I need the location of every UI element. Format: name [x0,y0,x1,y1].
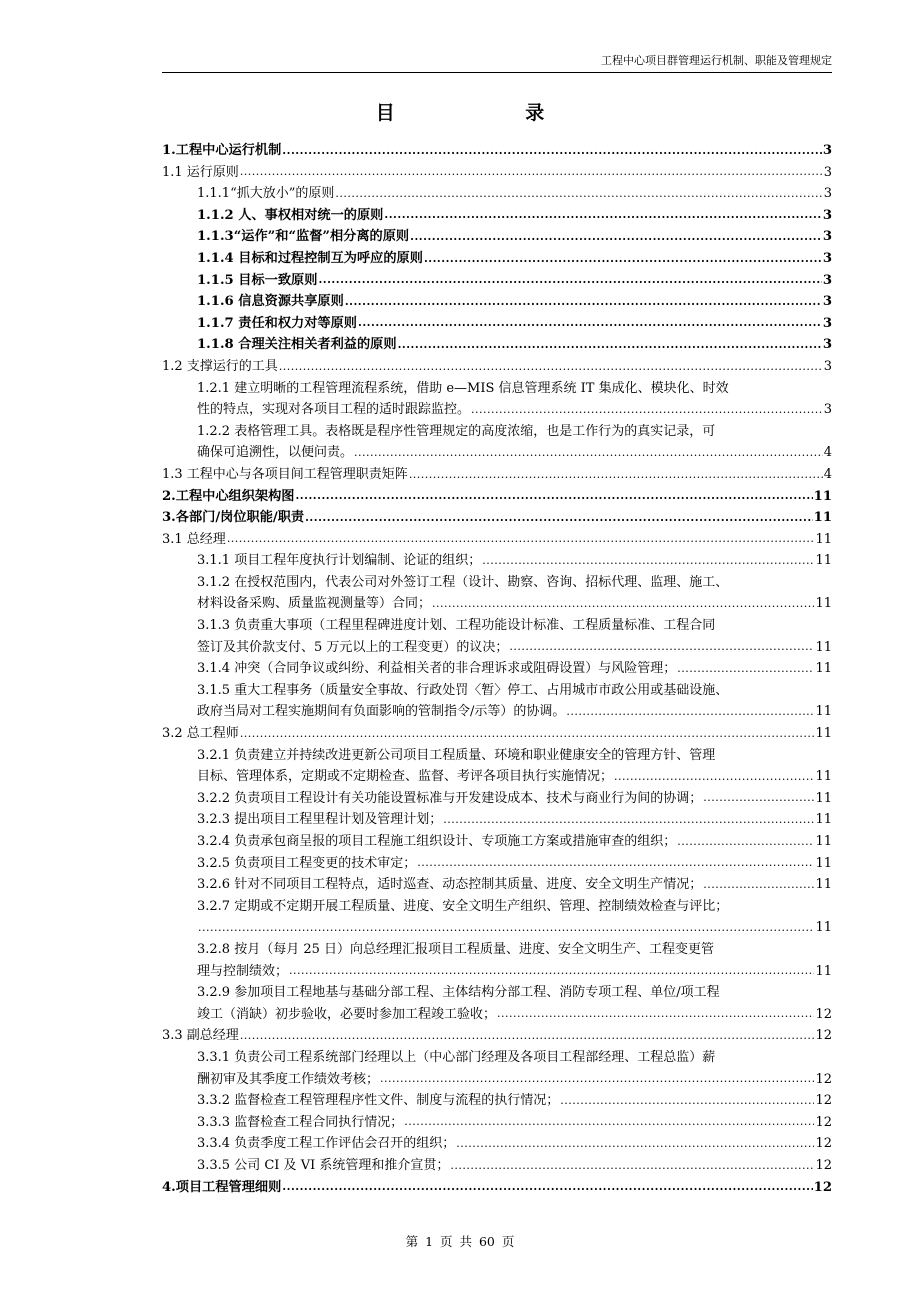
toc-entry-text: 3.2.6 针对不同项目工程特点，适时巡查、动态控制其质量、进度、安全文明生产情况； [197,874,702,896]
toc-entry[interactable] [162,507,832,529]
toc-page-number: 3 [822,207,832,223]
dot-leader [450,1158,814,1174]
toc-entry-text: 1.1.4 目标和过程控制互为呼应的原则 [197,248,423,270]
dot-leader [282,143,822,159]
toc-page-number: 3 [822,315,832,331]
dot-leader [282,1179,812,1195]
toc-entry[interactable] [162,1025,832,1047]
dot-leader [240,164,823,180]
toc-page-number: 3 [823,358,832,374]
dot-leader [614,769,814,785]
toc-entry-text: 3.2.3 提出项目工程里程计划及管理计划； [197,809,442,831]
toc-entry[interactable] [162,788,832,810]
toc-entry-text: 3.2.8 按月（每月 25 日）向总经理汇报项目工程质量、进度、安全文明生产、工程变更管 [197,941,715,957]
table-of-contents [162,140,832,1198]
toc-page-number: 3 [823,164,832,180]
toc-page-number: 11 [813,510,832,526]
toc-entry[interactable] [162,723,832,745]
dot-leader [358,315,822,331]
running-header: 工程中心项目群管理运行机制、职能及管理规定 [601,54,832,67]
toc-page-number: 11 [813,488,832,504]
toc-page-number: 11 [815,963,832,979]
dot-leader [354,445,823,461]
dot-leader [703,877,814,893]
toc-page-number: 3 [823,402,832,418]
toc-page-number: 11 [815,661,832,677]
toc-page-number: 11 [815,855,832,871]
toc-entry-text: 3.2.5 负责项目工程变更的技术审定； [197,853,416,875]
toc-page-number: 11 [815,596,832,612]
toc-entry-text: 3.2.1 负责建立并持续改进更新公司项目工程质量、环境和职业健康安全的管理方针、管理 [197,747,716,763]
dot-leader [289,963,814,979]
toc-entry-text: 1.2 支撑运行的工具 [162,356,278,378]
dot-leader [295,488,812,504]
toc-page-number: 11 [815,834,832,849]
toc-entry-text: 1.2.1 建立明晰的工程管理流程系统，借助 e—MIS 信息管理系统 IT 集成化、模块化、时效 [197,380,729,396]
toc-entry-text: 3.3 副总经理 [162,1025,239,1047]
toc-entry-text-cont: 确保可追溯性，以便问责。 [197,442,353,464]
toc-entry[interactable] [162,550,832,572]
toc-entry-text: 3.2.2 负责项目工程设计有关功能设置标准与开发建设成本、技术与商业行为间的协调； [197,788,702,810]
toc-entry-text: 3.2.9 参加项目工程地基与基础分部工程、主体结构分部工程、消防专项工程、单位/项工程 [197,985,720,1001]
toc-entry-text: 3.2.7 定期或不定期开展工程质量、进度、安全文明生产组织、管理、控制绩效检查与评比； [197,898,729,914]
toc-entry-text: 4.项目工程管理细则 [162,1177,281,1199]
dot-leader [279,359,823,375]
toc-page-number: 12 [815,1006,832,1022]
toc-entry-text-cont: 竣工（消缺）初步验收，必要时参加工程竣工验收； [197,1004,496,1026]
toc-entry-text: 1.1.8 合理关注相关者利益的原则 [197,334,397,356]
toc-entry[interactable] [162,1133,832,1155]
toc-entry-text: 3.2 总工程师 [162,723,239,745]
header-rule [162,72,832,73]
toc-page-number: 12 [815,1114,832,1130]
toc-page-number: 3 [822,143,832,158]
toc-page-number: 11 [815,877,832,893]
toc-page-number: 12 [815,1093,832,1109]
toc-entry[interactable] [162,874,832,896]
toc-entry[interactable] [162,1090,832,1112]
toc-entry-text: 3.1.1 项目工程年度执行计划编制、论证的组织； [197,550,481,572]
toc-entry-text: 3.3.1 负责公司工程系统部门经理以上（中心部门经理及各项目工程部经理、工程总监）薪 [197,1049,716,1065]
toc-title: 目 录 [375,102,607,124]
toc-page-number: 3 [823,186,832,202]
dot-leader [432,596,814,612]
toc-page-number: 3 [822,250,832,266]
dot-leader [677,834,814,850]
toc-entry-text-cont: 性的特点，实现对各项目工程的适时跟踪监控。 [197,399,470,421]
toc-page-number: 12 [815,1071,832,1087]
dot-leader [318,272,821,288]
toc-page-number: 11 [815,553,832,569]
toc-entry[interactable] [162,896,832,939]
toc-page-number: 4 [823,445,832,461]
toc-entry-text: 1.1.6 信息资源共享原则 [197,291,344,313]
dot-leader [566,704,814,720]
toc-page-number: 12 [815,1157,832,1173]
toc-entry-text-cont: 材料设备采购、质量监视测量等）合同； [197,593,431,615]
dot-leader [240,726,815,742]
toc-entry-text-cont: 政府当局对工程实施期间有负面影响的管制指令/示等）的协调。 [197,701,565,723]
toc-entry-text: 1.1.2 人、事权相对统一的原则 [197,205,383,227]
dot-leader [456,1136,814,1152]
dot-leader [471,402,823,418]
toc-entry[interactable] [162,658,832,680]
toc-entry[interactable] [162,486,832,508]
toc-entry-text: 3.各部门/岗位职能/职责 [162,507,304,529]
dot-leader [345,294,822,310]
dot-leader [443,812,814,828]
toc-entry[interactable] [162,248,832,270]
toc-entry-text: 3.3.4 负责季度工程工作评估会召开的组织； [197,1133,455,1155]
dot-leader [497,1006,814,1022]
dot-leader [227,531,815,547]
dot-leader [417,855,814,871]
toc-entry[interactable] [162,982,832,1025]
toc-entry[interactable] [162,378,832,421]
toc-entry[interactable] [162,1047,832,1090]
toc-entry-text: 1.3 工程中心与各项目间工程管理职责矩阵 [162,464,408,486]
dot-leader [398,337,822,353]
toc-entry-text: 3.3.5 公司 CI 及 VI 系统管理和推介宣贯； [197,1155,449,1177]
dot-leader [335,186,822,202]
toc-entry[interactable] [162,270,832,292]
toc-entry[interactable] [162,313,832,335]
toc-page-number: 3 [822,229,832,245]
toc-entry-text: 3.3.2 监督检查工程管理程序性文件、制度与流程的执行情况； [197,1090,559,1112]
toc-page-number: 11 [815,531,832,547]
dot-leader [482,553,814,569]
dot-leader [240,1028,815,1044]
toc-entry[interactable] [162,529,832,551]
toc-page-number: 11 [815,920,832,936]
toc-entry-text-cont: 目标、管理体系，定期或不定期检查、监督、考评各项目执行实施情况； [197,766,613,788]
toc-page-number: 11 [815,639,832,655]
toc-entry[interactable] [162,334,832,356]
toc-entry[interactable] [162,680,832,723]
dot-leader [677,661,814,677]
toc-entry-text-cont: 酬初审及其季度工作绩效考核； [197,1069,379,1091]
toc-entry-text: 1.2.2 表格管理工具。表格既是程序性管理规定的高度浓缩，也是工作行为的真实记录，可 [197,423,716,439]
dot-leader [198,920,814,936]
toc-page-number: 11 [815,812,832,828]
toc-entry-text: 3.3.3 监督检查工程合同执行情况； [197,1112,403,1134]
dot-leader [380,1071,814,1087]
toc-entry[interactable] [162,1155,832,1177]
toc-entry[interactable] [162,205,832,227]
toc-entry-text: 1.工程中心运行机制 [162,140,281,162]
dot-leader [560,1093,814,1109]
toc-entry[interactable] [162,831,832,853]
toc-entry-text: 2.工程中心组织架构图 [162,486,294,508]
toc-page-number: 12 [813,1179,832,1195]
toc-page-number: 11 [815,790,832,806]
toc-entry[interactable] [162,745,832,788]
toc-entry[interactable] [162,162,832,184]
toc-entry[interactable] [162,356,832,378]
toc-entry[interactable] [162,421,832,464]
toc-entry[interactable] [162,291,832,313]
toc-entry[interactable] [162,572,832,615]
toc-entry-text: 1.1 运行原则 [162,162,239,184]
dot-leader [305,510,813,526]
toc-entry[interactable] [162,464,832,486]
dot-leader [410,229,822,245]
toc-entry-text: 3.1.5 重大工程事务（质量安全事故、行政处罚〈暂〉停工、占用城市市政公用或基础设施、 [197,682,729,698]
toc-entry-text-cont: 理与控制绩效； [197,961,288,983]
toc-page-number: 4 [823,466,832,482]
toc-page-number: 11 [815,726,832,742]
toc-page-number: 11 [815,769,832,785]
dot-leader [404,1114,814,1130]
dot-leader [384,207,821,223]
dot-leader [509,639,814,655]
toc-page-number: 3 [822,294,832,310]
toc-entry-text: 3.1.2 在授权范围内，代表公司对外签订工程（设计、勘察、咨询、招标代理、监理、施工、 [197,574,729,590]
toc-entry-text: 1.1.7 责任和权力对等原则 [197,313,357,335]
toc-entry[interactable] [162,809,832,831]
toc-entry[interactable] [162,1177,832,1199]
toc-entry[interactable] [162,939,832,982]
toc-entry-text-cont: 签订及其价款支付、5 万元以上的工程变更）的议决； [197,637,508,659]
toc-entry-text: 1.1.5 目标一致原则 [197,270,317,292]
toc-entry[interactable] [162,140,832,162]
toc-entry[interactable] [162,1112,832,1134]
toc-page-number: 12 [815,1136,832,1152]
dot-leader [424,251,822,267]
toc-page-number: 3 [822,272,832,288]
page-footer: 第 1 页 共 60 页 [405,1234,515,1249]
toc-entry-text: 3.1.4 冲突（合同争议或纠纷、利益相关者的非合理诉求或阻碍设置）与风险管理； [197,658,676,680]
dot-leader [703,790,814,806]
dot-leader [409,467,823,483]
toc-entry-text: 3.1 总经理 [162,529,226,551]
toc-page-number: 12 [815,1028,832,1044]
toc-page-number: 3 [822,337,832,353]
toc-entry-text: 3.1.3 负责重大事项（工程里程碑进度计划、工程功能设计标准、工程质量标准、工程合同 [197,618,716,634]
toc-entry[interactable] [162,183,832,205]
toc-entry-text: 1.1.3“运作”和“监督”相分离的原则 [197,226,409,248]
toc-entry[interactable] [162,615,832,658]
toc-entry[interactable] [162,226,832,248]
toc-entry-text: 1.1.1“抓大放小”的原则 [197,183,334,205]
toc-entry[interactable] [162,853,832,875]
toc-entry-text: 3.2.4 负责承包商呈报的项目工程施工组织设计、专项施工方案或措施审查的组织； [197,831,676,853]
toc-page-number: 11 [815,704,832,720]
